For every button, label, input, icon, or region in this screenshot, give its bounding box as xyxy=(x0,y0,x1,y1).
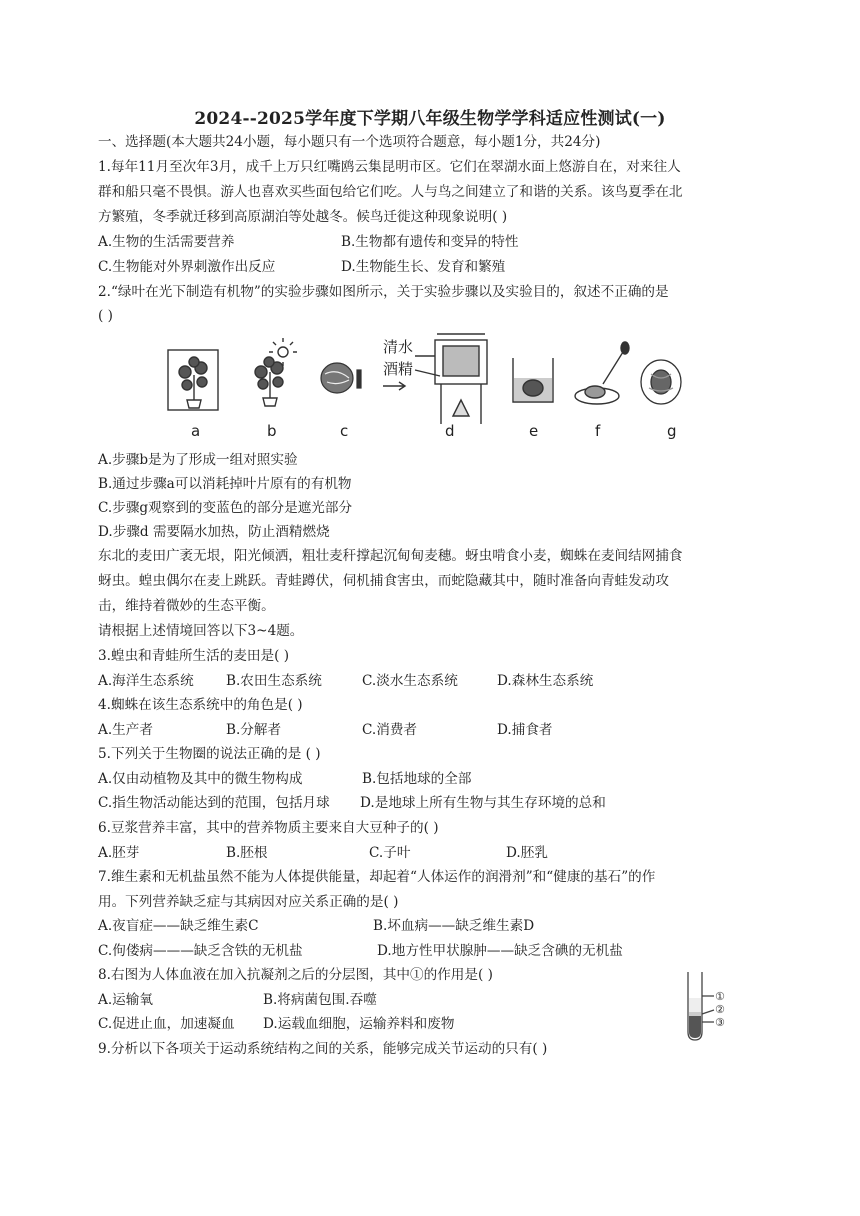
passage-line4: 请根据上述情境回答以下3~4题。 xyxy=(98,623,304,639)
fig-label-b: b xyxy=(267,422,277,440)
label-alcohol: 酒精 xyxy=(383,360,414,378)
q2-stem-line2: ( ) xyxy=(98,308,113,324)
tube-mark-1: ① xyxy=(715,990,725,1003)
q3-option-a: A.海洋生态系统 xyxy=(98,673,194,689)
blood-tube-figure xyxy=(684,970,736,1042)
q2-option-a: A.步骤b是为了形成一组对照实验 xyxy=(98,452,298,468)
q2-option-d: D.步骤d 需要隔水加热，防止酒精燃烧 xyxy=(98,524,330,540)
section-heading: 一、选择题(本大题共24小题，每小题只有一个选项符合题意，每小题1分，共24分) xyxy=(98,134,601,150)
q1-option-d: D.生物能生长、发育和繁殖 xyxy=(341,259,506,275)
q8-option-b: B.将病菌包围.吞噬 xyxy=(263,992,377,1008)
tube-mark-3: ③ xyxy=(715,1016,725,1029)
q3-option-b: B.农田生态系统 xyxy=(226,673,322,689)
step-f-iodine-drop xyxy=(575,342,629,404)
q5-option-d: D.是地球上所有生物与其生存环境的总和 xyxy=(360,795,606,811)
q8-option-c: C.促进止血，加速凝血 xyxy=(98,1016,235,1032)
q1-option-a: A.生物的生活需要营养 xyxy=(98,234,235,250)
step-c-leaf xyxy=(321,363,361,393)
step-g-observed-leaf xyxy=(641,360,681,404)
q2-option-c: C.步骤g观察到的变蓝色的部分是遮光部分 xyxy=(98,500,353,516)
q6-option-a: A.胚芽 xyxy=(98,845,140,861)
fig-label-g: g xyxy=(667,422,677,440)
passage-line3: 击，维持着微妙的生态平衡。 xyxy=(98,598,275,614)
q1-stem-line3: 方繁殖，冬季就迁移到高原湖泊等处越冬。候鸟迁徙这种现象说明( ) xyxy=(98,209,508,225)
passage-line2: 蚜虫。蝗虫偶尔在麦上跳跃。青蛙蹲伏，伺机捕食害虫，而蛇隐藏其中，随时准备向青蛙发动攻 xyxy=(98,573,669,589)
q2-stem-line1: 2.“绿叶在光下制造有机物”的实验步骤如图所示，关于实验步骤以及实验目的，叙述不正确的是 xyxy=(98,284,669,300)
q7-stem-line2: 用。下列营养缺乏症与其病因对应关系正确的是( ) xyxy=(98,894,399,910)
fig-label-f: f xyxy=(595,422,601,440)
experiment-steps-figure xyxy=(165,330,695,442)
q7-option-b: B.坏血病——缺乏维生素D xyxy=(373,918,535,934)
step-e-rinse-beaker xyxy=(513,358,553,402)
step-b-plant-in-light xyxy=(255,338,297,406)
q3-option-c: C.淡水生态系统 xyxy=(362,673,458,689)
q4-option-c: C.消费者 xyxy=(362,722,418,738)
q4-option-d: D.捕食者 xyxy=(497,722,553,738)
page-title: 2024--2025学年度下学期八年级生物学学科适应性测试(一) xyxy=(194,109,666,129)
fig-label-d: d xyxy=(445,422,455,440)
q9-stem: 9.分析以下各项关于运动系统结构之间的关系，能够完成关节运动的只有( ) xyxy=(98,1041,548,1057)
q4-stem: 4.蜘蛛在该生态系统中的角色是( ) xyxy=(98,697,303,713)
q5-option-a: A.仅由动植物及其中的微生物构成 xyxy=(98,771,303,787)
q6-stem: 6.豆浆营养丰富，其中的营养物质主要来自大豆种子的( ) xyxy=(98,820,439,836)
q7-option-c: C.佝偻病———缺乏含铁的无机盐 xyxy=(98,943,303,959)
q1-stem-line2: 群和船只毫不畏惧。游人也喜欢买些面包给它们吃。人与鸟之间建立了和谐的关系。该鸟夏季在北 xyxy=(98,184,683,200)
q7-option-a: A.夜盲症——缺乏维生素C xyxy=(98,918,259,934)
q4-option-b: B.分解者 xyxy=(226,722,282,738)
passage-line1: 东北的麦田广袤无垠，阳光倾洒，粗壮麦秆撑起沉甸甸麦穗。蚜虫啃食小麦，蜘蛛在麦间结网捕食 xyxy=(98,548,683,564)
q8-option-a: A.运输氧 xyxy=(98,992,153,1008)
q1-option-c: C.生物能对外界刺激作出反应 xyxy=(98,259,276,275)
q8-stem: 8.右图为人体血液在加入抗凝剂之后的分层图，其中①的作用是( ) xyxy=(98,967,493,983)
q2-option-b: B.通过步骤a可以消耗掉叶片原有的有机物 xyxy=(98,476,352,492)
step-d-water-bath-heating xyxy=(383,334,487,424)
q6-option-d: D.胚乳 xyxy=(506,845,548,861)
q3-option-d: D.森林生态系统 xyxy=(497,673,594,689)
label-water: 清水 xyxy=(383,338,414,356)
fig-label-a: a xyxy=(191,422,201,440)
fig-label-c: c xyxy=(340,422,349,440)
q3-stem: 3.蝗虫和青蛙所生活的麦田是( ) xyxy=(98,648,290,664)
q1-option-b: B.生物都有遗传和变异的特性 xyxy=(341,234,519,250)
q6-option-c: C.子叶 xyxy=(369,845,411,861)
q8-option-d: D.运载血细胞，运输养料和废物 xyxy=(263,1016,455,1032)
q7-option-d: D.地方性甲状腺肿——缺乏含碘的无机盐 xyxy=(377,943,623,959)
q7-stem-line1: 7.维生素和无机盐虽然不能为人体提供能量，却起着“人体运作的润滑剂”和“健康的基石”的作 xyxy=(98,869,656,885)
q5-option-c: C.指生物活动能达到的范围，包括月球 xyxy=(98,795,330,811)
q5-stem: 5.下列关于生物圈的说法正确的是 ( ) xyxy=(98,746,321,762)
step-a-plant-in-dark-box xyxy=(168,350,218,410)
tube-mark-2: ② xyxy=(715,1003,725,1016)
q5-option-b: B.包括地球的全部 xyxy=(362,771,472,787)
q6-option-b: B.胚根 xyxy=(226,845,268,861)
q4-option-a: A.生产者 xyxy=(98,722,153,738)
q1-stem-line1: 1.每年11月至次年3月，成千上万只红嘴鸥云集昆明市区。它们在翠湖水面上悠游自在，对来往人 xyxy=(98,159,681,175)
fig-label-e: e xyxy=(529,422,539,440)
